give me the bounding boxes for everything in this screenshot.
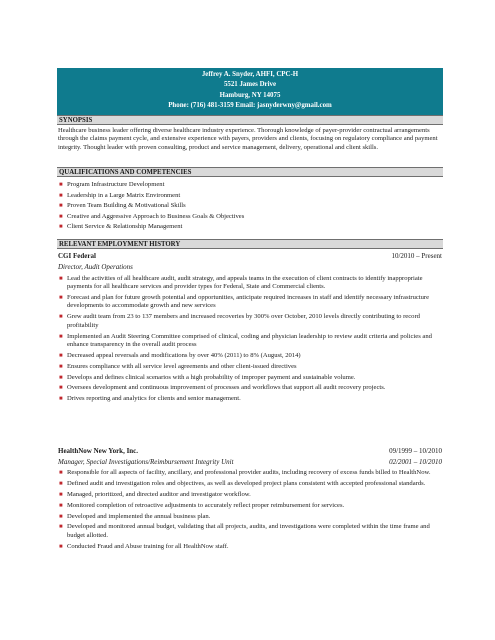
bullet-icon: ■ (59, 385, 63, 392)
bullet-icon: ■ (59, 396, 63, 403)
job-1-title-row (58, 262, 442, 272)
list-item: ■ Forecast and plan for future growth potential and opportunities, anticipate required increases in staff and identify necessary infrastructure developments to accommodate growth and new services (59, 294, 430, 310)
bullet-icon: ■ (59, 543, 63, 550)
list-item: ■ Drives reporting and analytics for clients and senior management. (59, 395, 241, 403)
list-item: ■ Responsible for all aspects of facility, ancillary, and professional provider audits, including recovery of excess funds billed to HealthNow. (59, 469, 431, 476)
list-item: ■ Conducted Fraud and Abuse training for all HealthNow staff. (59, 542, 229, 550)
address-line-2: Hamburg, NY 14075 (219, 91, 281, 99)
job-1-header (58, 251, 442, 261)
address-line-1: 5521 James Drive (223, 81, 277, 89)
list-item: ■ Managed, prioritized, and directed auditor and investigator workflow. (59, 490, 251, 498)
list-item: ■ Program Infrastructure Development (59, 181, 165, 188)
synopsis-heading: SYNOPSIS (57, 115, 443, 125)
list-item: ■ Leadership in a Large Matrix Environment (59, 191, 181, 199)
list-item: ■ Creative and Aggressive Approach to Business Goals & Objectives (59, 212, 245, 220)
qualifications-heading: QUALIFICATIONS AND COMPETENCIES (57, 167, 443, 177)
bullet-icon: ■ (59, 502, 63, 509)
contact-line[interactable]: Phone: (716) 481-3159 Email: jasnyderwny@gmail.com (168, 102, 332, 110)
job-2-bullets (58, 469, 442, 554)
job-2-company: HealthNow New York, Inc. (58, 447, 139, 455)
bullet-icon: ■ (59, 314, 63, 321)
list-item: ■ Implemented an Audit Steering Committee comprised of clinical, coding and physician leadership to review audit criteria and policies and enhance transparency in the overall audit process (59, 332, 432, 348)
list-item: ■ Developed and monitored annual budget, validating that all projects, audits, and investigations were completed within the time frame and budget allotted. (59, 523, 430, 539)
job-1-company: CGI Federal (58, 252, 96, 260)
bullet-icon: ■ (59, 374, 63, 381)
job-2-title: Manager, Special Investigations/Reimbursement Integrity Unit (58, 458, 234, 466)
bullet-icon: ■ (59, 276, 63, 282)
list-item: ■ Oversees development and continuous improvement of processes and workflows that support all audit recovery projects. (59, 384, 386, 392)
list-item: ■ Monitored completion of retroactive adjustments to accurately reflect proper reimbursement for services. (59, 501, 345, 509)
synopsis-text: Healthcare business leader offering diverse healthcare industry experience. Thorough knowledge of payer-provider contractual arrangements through the claims payment cycle, and extensive experience with payers, providers and clients, focusing on regulatory compliance and payment integrity. Thought leader with proven consulting, product and service management, delivery, operational and client skills. (58, 127, 438, 151)
job-2-title-row (58, 457, 442, 467)
bullet-icon: ■ (59, 213, 63, 220)
list-item: ■ Grew audit team from 23 to 137 members and increased recoveries by 300% over October, 2010 levels directly contributing to record profitability (59, 313, 420, 329)
bullet-icon: ■ (59, 203, 63, 210)
list-item: ■ Proven Team Building & Motivational Skills (59, 202, 186, 210)
bullet-icon: ■ (59, 352, 63, 359)
list-item: ■ Defined audit and investigation roles and objectives, as well as developed project plans consistent with accepted professional standards. (59, 479, 426, 487)
bullet-icon: ■ (59, 491, 63, 498)
bullet-icon: ■ (59, 224, 63, 231)
bullet-icon: ■ (59, 470, 63, 476)
bullet-icon: ■ (59, 333, 63, 340)
bullet-icon: ■ (59, 192, 63, 199)
bullet-icon: ■ (59, 480, 63, 487)
bullet-icon: ■ (59, 295, 63, 302)
list-item: ■ Ensures compliance with all service level agreements and other client-issued directives (59, 362, 297, 370)
list-item: ■ Client Service & Relationship Management (59, 223, 183, 231)
job-1-bullets (58, 275, 442, 406)
bullet-icon: ■ (59, 182, 63, 188)
candidate-name: Jeffrey A. Snyder, AHFI, CPC-H (201, 71, 299, 78)
list-item: ■ Decreased appeal reversals and modifications by over 40% (2011) to 8% (August, 2014) (59, 351, 301, 359)
list-item: ■ Develops and defines clinical scenarios with a high probability of improper payment and sustainable volume. (59, 373, 356, 381)
resume-header (57, 68, 443, 115)
job-2-dates: 09/1999 – 10/2010 (389, 447, 442, 455)
employment-heading: RELEVANT EMPLOYMENT HISTORY (57, 239, 443, 249)
job-1-title: Director, Audit Operations (58, 263, 133, 271)
list-item: ■ Developed and implemented the annual business plan. (59, 512, 211, 520)
list-item: ■ Lead the activities of all healthcare audit, audit strategy, and appeals teams in the execution of client contracts to identify inappropriate payments for all healthcare services and provider types for Federal, State and Commercial clients. (59, 275, 423, 291)
bullet-icon: ■ (59, 513, 63, 520)
job-2-header (58, 446, 442, 456)
job-2-title-dates: 02/2001 – 10/2010 (389, 458, 442, 466)
qualifications-list (58, 181, 442, 234)
bullet-icon: ■ (59, 363, 63, 370)
bullet-icon: ■ (59, 524, 63, 531)
job-1-dates: 10/2010 – Present (391, 252, 442, 260)
